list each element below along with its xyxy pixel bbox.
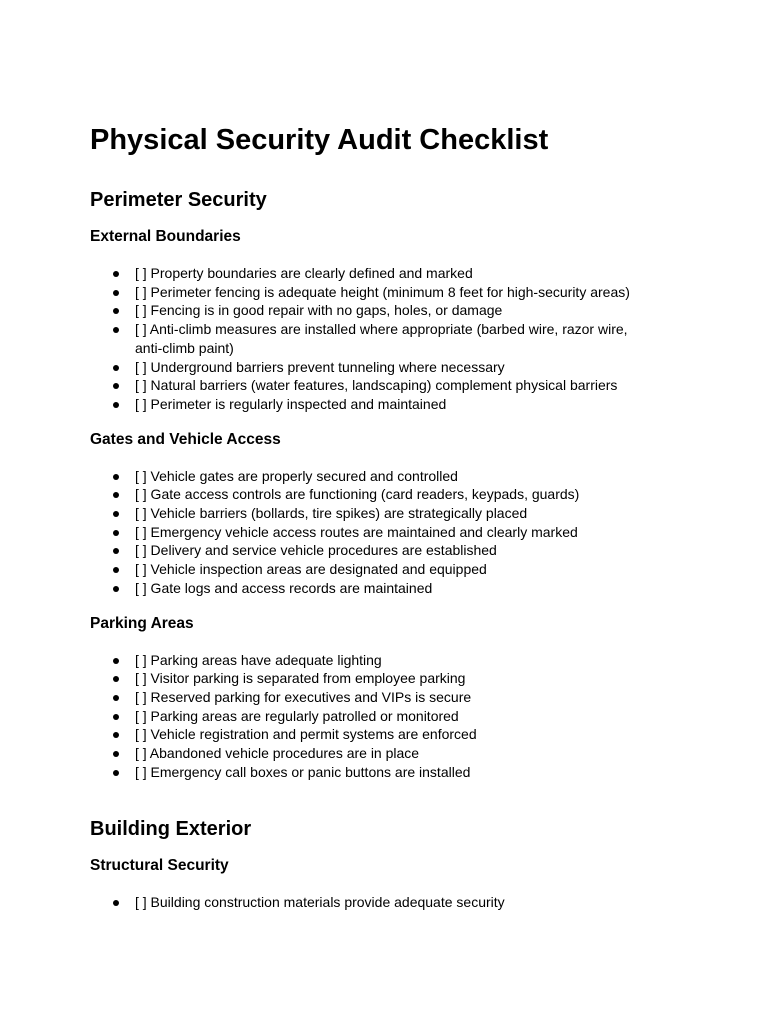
section-heading-perimeter-security: Perimeter Security — [90, 189, 267, 211]
bullet-icon — [113, 327, 119, 333]
bullet-icon — [113, 732, 119, 738]
checklist-item: [ ] Vehicle inspection areas are designated and equipped — [90, 560, 650, 579]
bullet-icon — [113, 586, 119, 592]
bullet-icon — [113, 770, 119, 776]
checklist-item: [ ] Natural barriers (water features, landscaping) complement physical barriers — [90, 376, 650, 395]
checklist-item: [ ] Gate logs and access records are maintained — [90, 579, 650, 598]
document-page — [90, 120, 650, 928]
subsection-heading-gates-vehicle-access: Gates and Vehicle Access — [90, 430, 281, 448]
checklist-item: [ ] Emergency vehicle access routes are maintained and clearly marked — [90, 523, 650, 542]
checklist-item: [ ] Underground barriers prevent tunneling where necessary — [90, 358, 650, 377]
checklist-item: [ ] Vehicle registration and permit systems are enforced — [90, 725, 650, 744]
checklist-item: [ ] Gate access controls are functioning (card readers, keypads, guards) — [90, 485, 650, 504]
checklist-item: [ ] Abandoned vehicle procedures are in place — [90, 744, 650, 763]
bullet-icon — [113, 658, 119, 664]
checklist-parking-areas — [90, 651, 650, 782]
bullet-icon — [113, 492, 119, 498]
bullet-icon — [113, 271, 119, 277]
checklist-item: [ ] Property boundaries are clearly defined and marked — [90, 264, 650, 283]
checklist-item: [ ] Building construction materials provide adequate security — [90, 893, 650, 912]
bullet-icon — [113, 751, 119, 757]
bullet-icon — [113, 511, 119, 517]
checklist-item: [ ] Reserved parking for executives and VIPs is secure — [90, 688, 650, 707]
checklist-item: [ ] Vehicle barriers (bollards, tire spikes) are strategically placed — [90, 504, 650, 523]
checklist-item: [ ] Anti-climb measures are installed where appropriate (barbed wire, razor wire, anti-climb paint) — [90, 320, 650, 357]
checklist-item: [ ] Perimeter is regularly inspected and maintained — [90, 395, 650, 414]
bullet-icon — [113, 402, 119, 408]
bullet-icon — [113, 365, 119, 371]
checklist-external-boundaries — [90, 264, 650, 414]
checklist-structural-security — [90, 893, 650, 912]
checklist-item: [ ] Emergency call boxes or panic buttons are installed — [90, 763, 650, 782]
bullet-icon — [113, 383, 119, 389]
bullet-icon — [113, 308, 119, 314]
checklist-item: [ ] Visitor parking is separated from employee parking — [90, 669, 650, 688]
checklist-gates-vehicle-access — [90, 467, 650, 598]
section-spacer — [90, 797, 650, 815]
bullet-icon — [113, 695, 119, 701]
bullet-icon — [113, 530, 119, 536]
bullet-icon — [113, 714, 119, 720]
checklist-item: [ ] Fencing is in good repair with no gaps, holes, or damage — [90, 301, 650, 320]
subsection-heading-parking-areas: Parking Areas — [90, 614, 194, 632]
bullet-icon — [113, 474, 119, 480]
bullet-icon — [113, 676, 119, 682]
bullet-icon — [113, 548, 119, 554]
checklist-item: [ ] Perimeter fencing is adequate height (minimum 8 feet for high-security areas) — [90, 283, 650, 302]
bullet-icon — [113, 900, 119, 906]
subsection-heading-structural-security: Structural Security — [90, 857, 229, 875]
checklist-item: [ ] Delivery and service vehicle procedures are established — [90, 541, 650, 560]
bullet-icon — [113, 290, 119, 296]
checklist-item: [ ] Vehicle gates are properly secured and controlled — [90, 467, 650, 486]
checklist-item: [ ] Parking areas are regularly patrolled or monitored — [90, 707, 650, 726]
subsection-heading-external-boundaries: External Boundaries — [90, 228, 241, 245]
bullet-icon — [113, 567, 119, 573]
page-title: Physical Security Audit Checklist — [90, 124, 549, 156]
section-heading-building-exterior: Building Exterior — [90, 818, 252, 841]
checklist-item: [ ] Parking areas have adequate lighting — [90, 651, 650, 670]
